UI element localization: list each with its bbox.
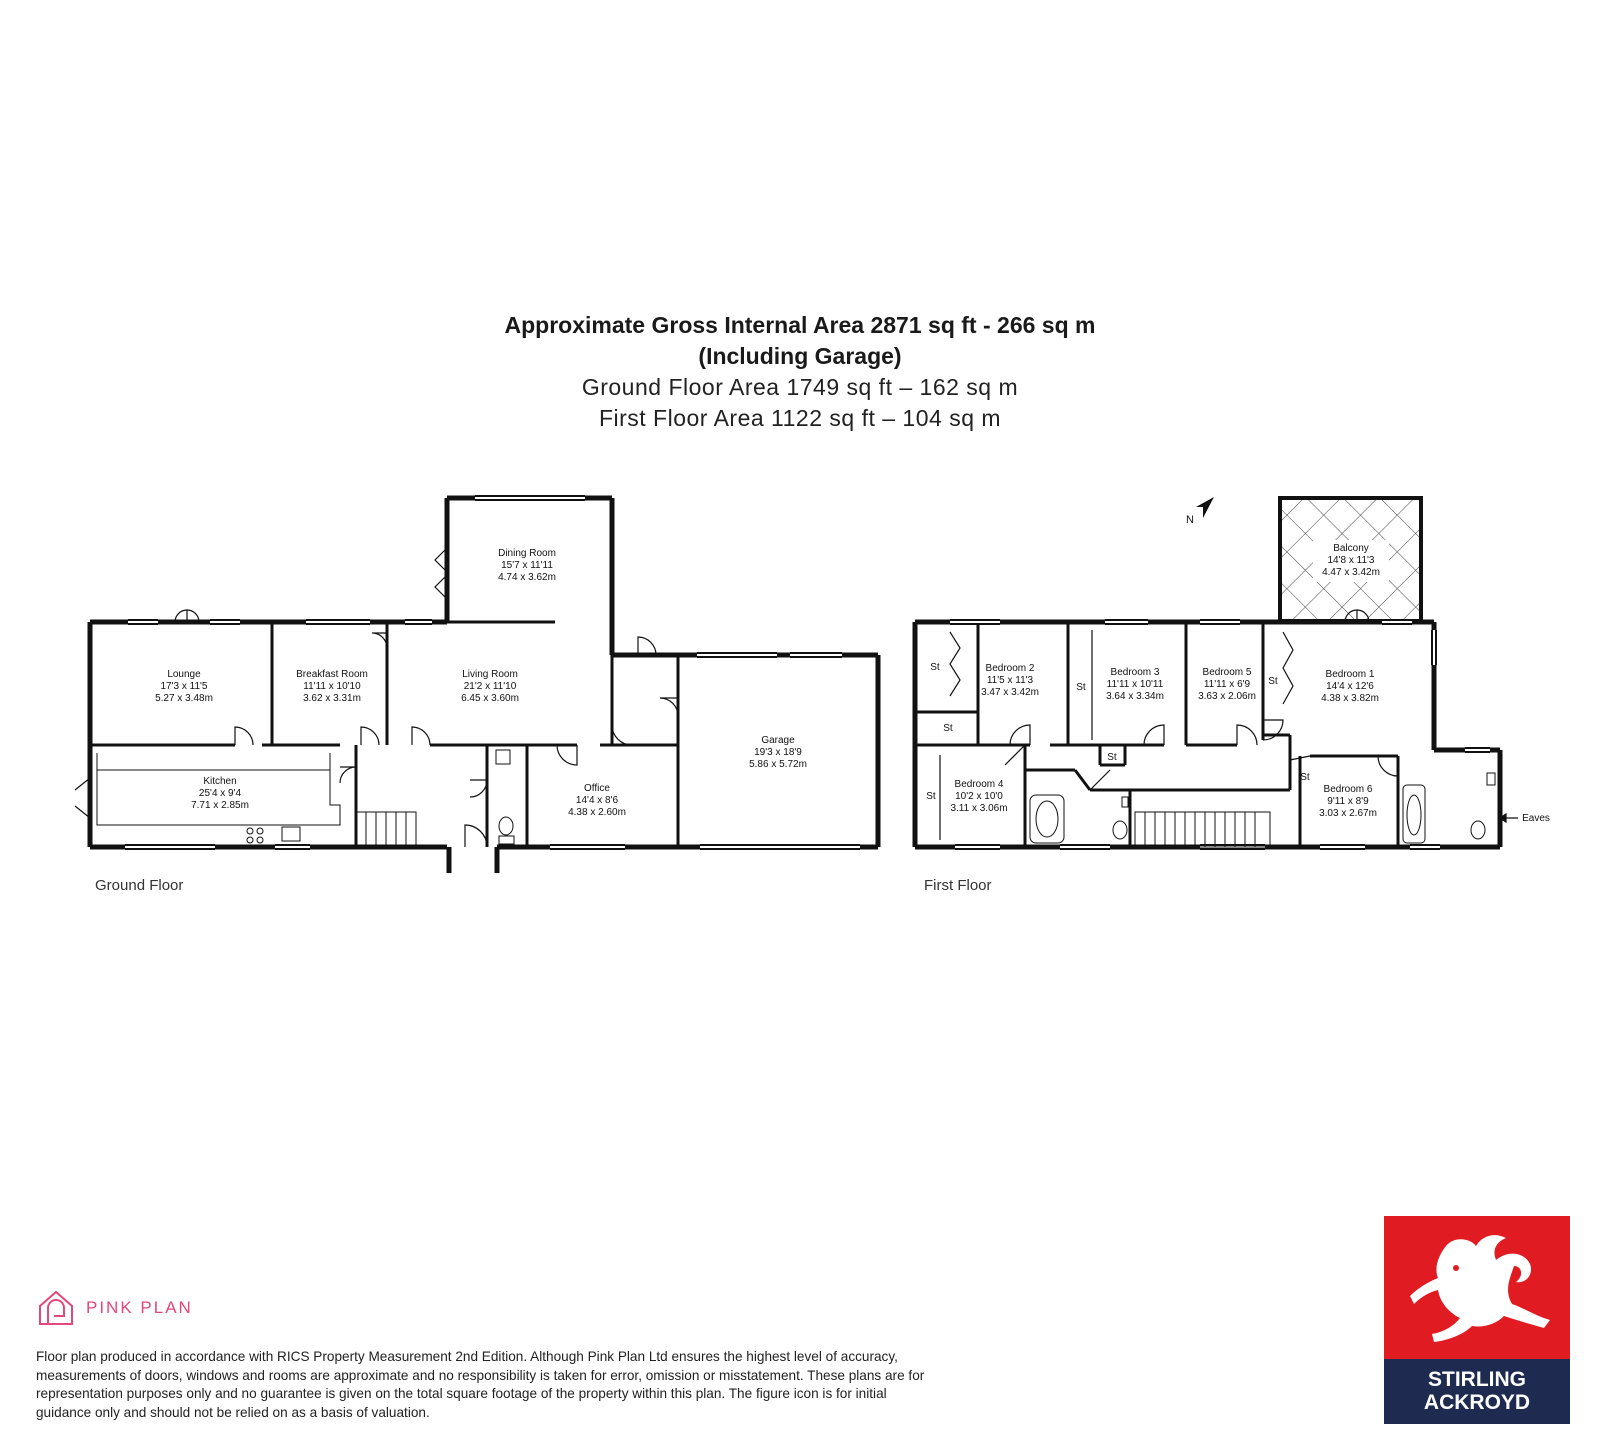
room-name: Garage xyxy=(761,735,795,746)
stirling-ackroyd-logo xyxy=(1384,1216,1570,1424)
room-metric: 4.74 x 3.62m xyxy=(498,572,556,583)
room-metric: 6.45 x 3.60m xyxy=(461,693,519,704)
room-bedroom-1 xyxy=(1321,669,1379,704)
room-imperial: 11'5 x 11'3 xyxy=(986,675,1034,686)
room-metric: 3.11 x 3.06m xyxy=(950,803,1008,814)
disclaimer-text: Floor plan produced in accordance with RICS Property Measurement 2nd Edition. Although Pink Plan Ltd ensures the highest level of accuracy, measurements of doors, windows and rooms are approximate and no responsibility is taken for error, omission or misstatement. These plans are for representation purposes only and no guarantee is given on the total square footage of the property within this plan. The figure icon is for initial guidance only and should not be relied on as a basis of valuation. xyxy=(36,1349,925,1420)
first-floor-sanitaryware xyxy=(1030,773,1495,843)
room-metric: 7.71 x 2.85m xyxy=(191,800,249,811)
room-imperial: 21'2 x 11'10 xyxy=(463,681,517,692)
room-metric: 3.63 x 2.06m xyxy=(1198,691,1256,702)
room-breakfast xyxy=(296,669,368,704)
room-name: Bedroom 5 xyxy=(1202,667,1252,678)
room-bedroom-5 xyxy=(1198,667,1256,702)
room-lounge xyxy=(155,669,213,704)
room-imperial: 17'3 x 11'5 xyxy=(160,681,208,692)
ground-floor-area: Ground Floor Area 1749 sq ft – 162 sq m xyxy=(581,374,1019,400)
ground-floor-label: Ground Floor xyxy=(95,877,184,894)
north-compass-icon xyxy=(1186,497,1214,526)
storage-label: St xyxy=(930,662,940,673)
compass-label: N xyxy=(1186,514,1194,526)
brand-line-1: STIRLING xyxy=(1428,1368,1526,1391)
ground-floor-wc xyxy=(496,750,514,844)
room-imperial: 9'11 x 8'9 xyxy=(1327,796,1369,807)
room-metric: 3.03 x 2.67m xyxy=(1319,808,1377,819)
storage-label: St xyxy=(1076,682,1086,693)
room-garage xyxy=(749,735,807,770)
room-living xyxy=(461,669,519,704)
storage-label: St xyxy=(926,791,936,802)
room-metric: 4.38 x 3.82m xyxy=(1321,693,1379,704)
room-metric: 5.27 x 3.48m xyxy=(155,693,213,704)
room-name: Office xyxy=(584,783,610,794)
room-office xyxy=(568,783,626,818)
room-bedroom-3 xyxy=(1106,667,1164,702)
pink-plan-house-icon xyxy=(36,1288,76,1328)
storage-label: St xyxy=(1300,772,1310,783)
first-floor-label: First Floor xyxy=(924,877,992,894)
room-name: Breakfast Room xyxy=(296,669,368,680)
eaves-label: Eaves xyxy=(1522,813,1550,824)
room-imperial: 11'11 x 10'11 xyxy=(1106,679,1164,690)
including-garage-note: (Including Garage) xyxy=(698,343,902,369)
room-name: Living Room xyxy=(462,669,518,680)
eaves-arrow-icon xyxy=(1500,814,1518,822)
room-bedroom-6 xyxy=(1319,784,1377,819)
storage-label: St xyxy=(1268,676,1278,687)
room-name: Dining Room xyxy=(498,548,556,559)
room-name: Balcony xyxy=(1333,543,1369,554)
room-imperial: 11'11 x 10'10 xyxy=(303,681,361,692)
pink-plan-text: PINK PLAN xyxy=(86,1298,193,1317)
room-metric: 4.38 x 2.60m xyxy=(568,807,626,818)
room-bedroom-4 xyxy=(950,779,1007,814)
room-metric: 4.47 x 3.42m xyxy=(1322,567,1380,578)
first-floor-stairs xyxy=(1135,812,1270,847)
room-metric: 5.86 x 5.72m xyxy=(749,759,807,770)
room-metric: 3.62 x 3.31m xyxy=(303,693,361,704)
storage-label: St xyxy=(1107,752,1117,763)
room-name: Bedroom 4 xyxy=(954,779,1004,790)
storage-label: St xyxy=(943,723,953,734)
room-name: Bedroom 1 xyxy=(1325,669,1375,680)
room-imperial: 19'3 x 18'9 xyxy=(754,747,802,758)
first-floor-windows xyxy=(950,620,1490,849)
ground-floor-stairs xyxy=(356,812,416,847)
room-imperial: 10'2 x 10'0 xyxy=(955,791,1003,802)
room-metric: 3.47 x 3.42m xyxy=(981,687,1039,698)
gross-area-title: Approximate Gross Internal Area 2871 sq ft - 266 sq m xyxy=(504,312,1096,338)
room-dining xyxy=(498,548,556,583)
room-kitchen xyxy=(191,776,249,811)
griffin-icon xyxy=(1384,1216,1570,1359)
pink-plan-logo xyxy=(36,1288,193,1328)
brand-line-2: ACKROYD xyxy=(1423,1391,1531,1414)
first-floor-area: First Floor Area 1122 sq ft – 104 sq m xyxy=(598,405,1002,431)
room-imperial: 25'4 x 9'4 xyxy=(198,788,242,799)
room-imperial: 11'11 x 6'9 xyxy=(1203,679,1251,690)
brand-name-panel xyxy=(1384,1359,1570,1424)
room-imperial: 14'8 x 11'3 xyxy=(1327,555,1375,566)
room-name: Lounge xyxy=(167,669,201,680)
room-imperial: 15'7 x 11'11 xyxy=(501,560,553,571)
room-name: Bedroom 3 xyxy=(1110,667,1160,678)
room-imperial: 14'4 x 8'6 xyxy=(575,795,619,806)
room-name: Kitchen xyxy=(203,776,237,787)
room-name: Bedroom 2 xyxy=(985,663,1035,674)
room-name: Bedroom 6 xyxy=(1323,784,1373,795)
room-imperial: 14'4 x 12'6 xyxy=(1326,681,1374,692)
room-balcony xyxy=(1313,540,1389,582)
room-bedroom-2 xyxy=(981,663,1039,698)
brand-red-panel xyxy=(1384,1216,1570,1359)
room-metric: 3.64 x 3.34m xyxy=(1106,691,1164,702)
